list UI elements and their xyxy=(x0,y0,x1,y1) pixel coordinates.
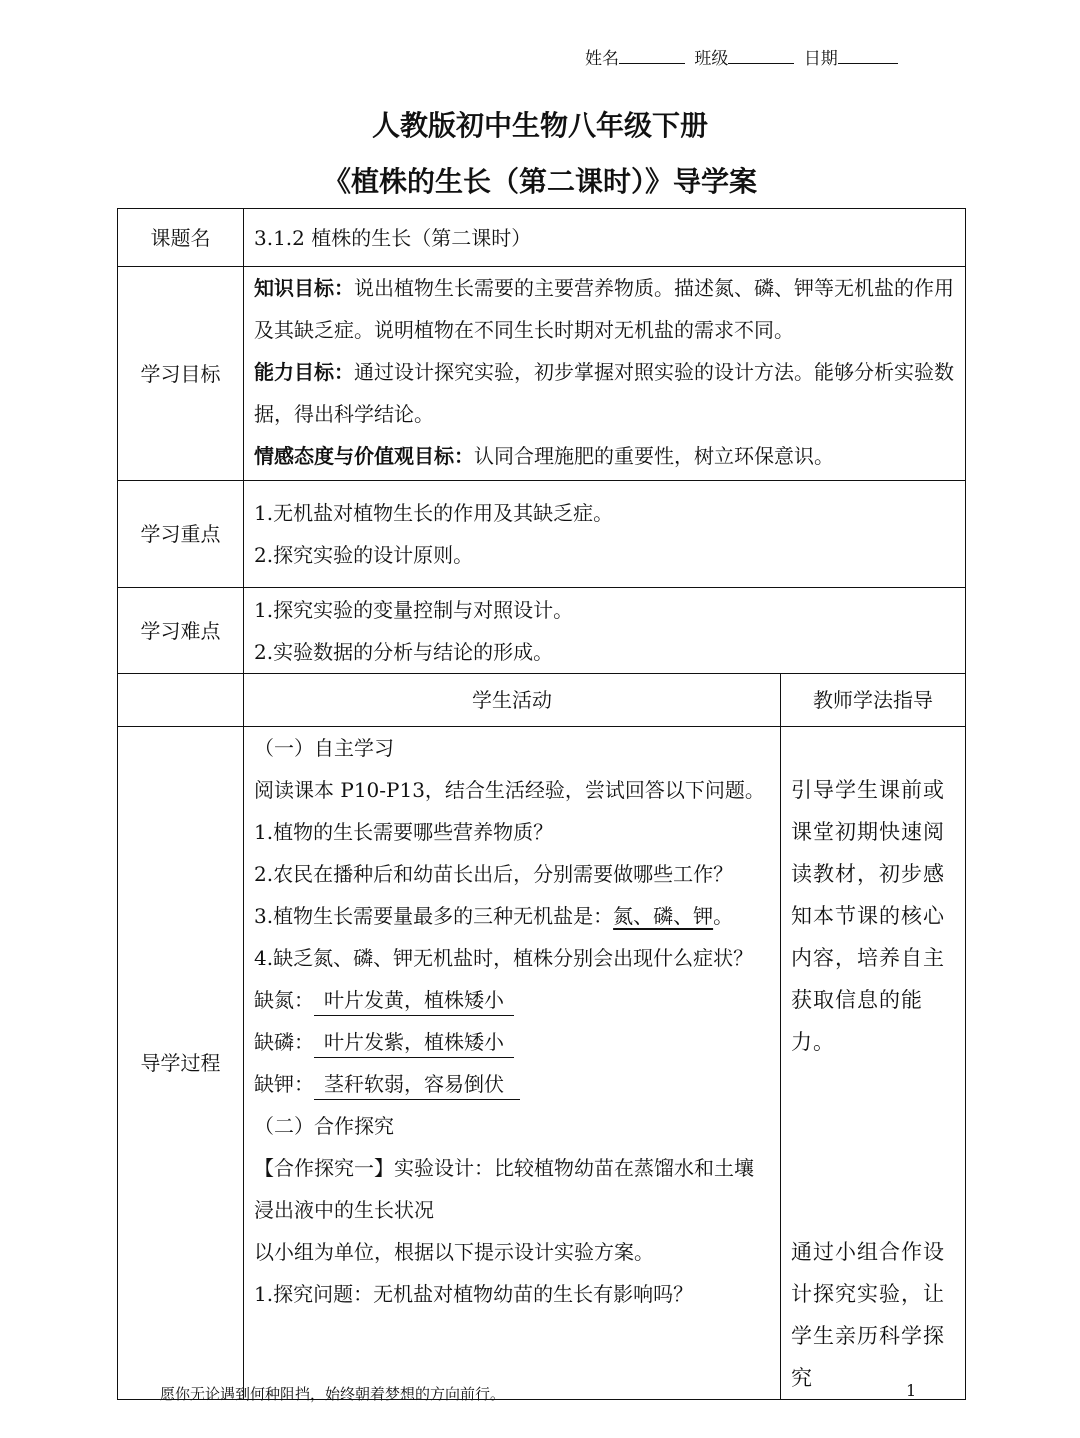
knowledge-goal xyxy=(254,267,955,351)
table-row-columns xyxy=(118,674,966,727)
footer-motto: 愿你无论遇到何种阻挡，始终朝着梦想的方向前行。 xyxy=(160,1385,506,1403)
question-3-suffix: 。 xyxy=(713,904,734,928)
guide-note-1: 引导学生课前或课堂初期快速阅读教材，初步感知本节课的核心内容，培养自主获取信息的能力。 xyxy=(791,778,945,1054)
cooperation-question-1: 1.探究问题：无机盐对植物幼苗的生长有影响吗？ xyxy=(254,1282,694,1306)
difficulty-item: 1.探究实验的变量控制与对照设计。 xyxy=(254,597,574,622)
phosphorus-label: 缺磷： xyxy=(254,1030,314,1054)
emotion-goal-text: 认同合理施肥的重要性，树立环保意识。 xyxy=(474,444,834,468)
emotion-goal-title: 情感态度与价值观目标： xyxy=(254,444,474,468)
difficulties-content xyxy=(244,588,966,674)
section-self-study: （一）自主学习 xyxy=(254,736,394,760)
table-row-topic xyxy=(118,209,966,267)
knowledge-goal-title: 知识目标： xyxy=(254,276,354,300)
process-label: 导学过程 xyxy=(118,727,244,1400)
table-row-goals xyxy=(118,267,966,481)
difficulty-item: 2.实验数据的分析与结论的形成。 xyxy=(254,639,554,664)
question-1: 1.植物的生长需要哪些营养物质？ xyxy=(254,820,554,844)
cooperation-task-1: 【合作探究一】实验设计：比较植物幼苗在蒸馏水和土壤浸出液中的生长状况 xyxy=(254,1156,754,1222)
ability-goal-text: 通过设计探究实验，初步掌握对照实验的设计方法。能够分析实验数据，得出科学结论。 xyxy=(254,360,954,426)
empty-cell xyxy=(118,674,244,727)
goals-content xyxy=(244,267,966,481)
goals-label: 学习目标 xyxy=(118,267,244,481)
guide-note-2: 通过小组合作设计探究实验，让学生亲历科学探究 xyxy=(791,1240,945,1390)
student-info-fields xyxy=(585,44,925,69)
table-row-process xyxy=(118,727,966,1400)
nitrogen-label: 缺氮： xyxy=(254,988,314,1012)
section-cooperation: （二）合作探究 xyxy=(254,1114,394,1138)
question-3-text: 3.植物生长需要量最多的三种无机盐是： xyxy=(254,904,614,928)
phosphorus-answer: 叶片发紫，植株矮小 xyxy=(314,1027,514,1058)
difficulties-label: 学习难点 xyxy=(118,588,244,674)
class-label: 班级 xyxy=(694,49,729,69)
table-row-key-points xyxy=(118,481,966,588)
intro-text: 阅读课本 P10-P13，结合生活经验，尝试回答以下问题。 xyxy=(254,778,765,802)
key-points-label: 学习重点 xyxy=(118,481,244,588)
topic-label: 课题名 xyxy=(118,209,244,267)
table-row-difficulties xyxy=(118,588,966,674)
study-plan-table xyxy=(117,208,966,1400)
date-blank[interactable] xyxy=(838,47,898,64)
emotion-goal xyxy=(254,435,955,477)
document-title: 人教版初中生物八年级下册 xyxy=(371,109,708,142)
ability-goal xyxy=(254,351,955,435)
answer-phosphorus xyxy=(254,1021,770,1063)
name-blank[interactable] xyxy=(619,47,685,64)
key-point-item: 2.探究实验的设计原则。 xyxy=(254,543,474,567)
answer-nitrogen xyxy=(254,979,770,1021)
student-activity-header: 学生活动 xyxy=(244,674,781,727)
potassium-label: 缺钾： xyxy=(254,1072,314,1096)
page-number: 1 xyxy=(906,1381,917,1400)
student-activity-content xyxy=(244,727,781,1400)
nitrogen-answer: 叶片发黄，植株矮小 xyxy=(314,985,514,1016)
question-2: 2.农民在播种后和幼苗长出后，分别需要做哪些工作？ xyxy=(254,862,734,886)
class-blank[interactable] xyxy=(728,47,794,64)
knowledge-goal-text: 说出植物生长需要的主要营养物质。描述氮、磷、钾等无机盐的作用及其缺乏症。说明植物在不同生长时期对无机盐的需求不同。 xyxy=(254,276,954,342)
key-point-item: 1.无机盐对植物生长的作用及其缺乏症。 xyxy=(254,501,614,525)
teacher-guide-header: 教师学法指导 xyxy=(781,674,966,727)
document-subtitle: 《植株的生长（第二课时）》导学案 xyxy=(322,165,757,198)
name-label: 姓名 xyxy=(585,49,619,69)
date-label: 日期 xyxy=(803,49,838,69)
teacher-guide-content xyxy=(781,727,966,1400)
potassium-answer: 茎秆软弱，容易倒伏 xyxy=(314,1069,520,1100)
question-3 xyxy=(254,895,770,937)
question-3-answer: 氮、磷、钾 xyxy=(613,904,714,928)
key-points-content xyxy=(244,481,966,588)
cooperation-intro: 以小组为单位，根据以下提示设计实验方案。 xyxy=(254,1240,654,1264)
answer-potassium xyxy=(254,1063,770,1105)
topic-value: 3.1.2 植株的生长（第二课时） xyxy=(244,209,966,267)
ability-goal-title: 能力目标： xyxy=(254,360,354,384)
question-4: 4.缺乏氮、磷、钾无机盐时，植株分别会出现什么症状？ xyxy=(254,946,754,970)
